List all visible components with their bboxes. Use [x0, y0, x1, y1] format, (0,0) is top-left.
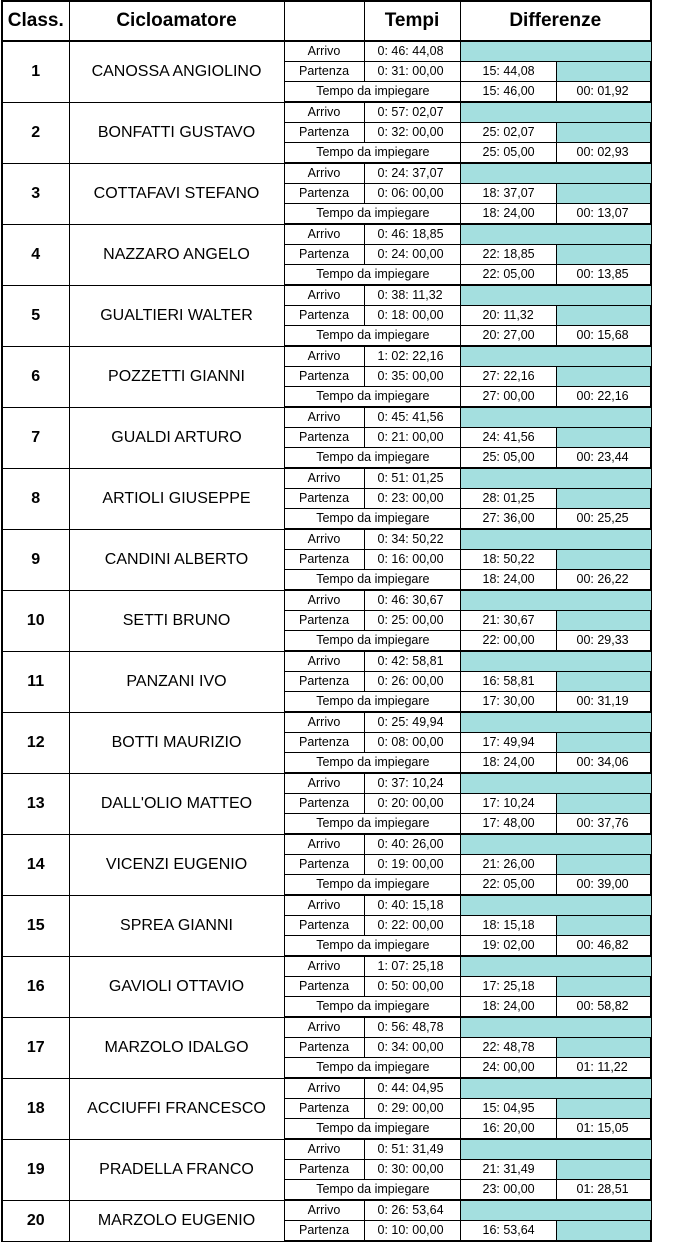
- classification-number: 8: [2, 468, 69, 529]
- highlight-cell: [460, 1017, 651, 1038]
- arrival-time: 0: 25: 49,94: [364, 712, 460, 733]
- highlight-cell: [460, 1139, 651, 1160]
- target-time: 15: 46,00: [460, 82, 556, 103]
- elapsed-time: 21: 31,49: [460, 1160, 556, 1180]
- time-difference: 00: 26,22: [556, 570, 651, 591]
- target-time: 18: 24,00: [460, 997, 556, 1018]
- rider-name: GAVIOLI OTTAVIO: [69, 956, 284, 1017]
- time-difference: 00: 15,68: [556, 326, 651, 347]
- time-to-use-label: Tempo da impiegare: [284, 1180, 460, 1201]
- departure-time: 0: 25: 00,00: [364, 611, 460, 631]
- highlight-cell: [460, 163, 651, 184]
- classification-number: 13: [2, 773, 69, 834]
- time-difference: 00: 37,76: [556, 814, 651, 835]
- header-rider: Cicloamatore: [69, 1, 284, 41]
- highlight-cell: [460, 834, 651, 855]
- classification-number: 1: [2, 41, 69, 102]
- time-to-use-label: Tempo da impiegare: [284, 936, 460, 957]
- departure-label: Partenza: [284, 916, 364, 936]
- classification-number: 17: [2, 1017, 69, 1078]
- target-time: 23: 00,00: [460, 1180, 556, 1201]
- rider-row-arrival: [2, 834, 651, 855]
- departure-time: 0: 34: 00,00: [364, 1038, 460, 1058]
- departure-time: 0: 20: 00,00: [364, 794, 460, 814]
- classification-number: 19: [2, 1139, 69, 1200]
- arrival-label: Arrivo: [284, 651, 364, 672]
- elapsed-time: 21: 26,00: [460, 855, 556, 875]
- departure-time: 0: 19: 00,00: [364, 855, 460, 875]
- arrival-time: 0: 38: 11,32: [364, 285, 460, 306]
- departure-label: Partenza: [284, 1160, 364, 1180]
- time-difference: 00: 22,16: [556, 387, 651, 408]
- highlight-cell: [556, 123, 651, 143]
- rider-row-arrival: [2, 895, 651, 916]
- rider-name: CANOSSA ANGIOLINO: [69, 41, 284, 102]
- departure-time: 0: 21: 00,00: [364, 428, 460, 448]
- highlight-cell: [460, 956, 651, 977]
- highlight-cell: [460, 529, 651, 550]
- time-difference: 00: 02,93: [556, 143, 651, 164]
- arrival-label: Arrivo: [284, 102, 364, 123]
- rider-row-arrival: [2, 773, 651, 794]
- arrival-label: Arrivo: [284, 407, 364, 428]
- highlight-cell: [460, 285, 651, 306]
- classification-number: 11: [2, 651, 69, 712]
- classification-number: 16: [2, 956, 69, 1017]
- arrival-time: 1: 02: 22,16: [364, 346, 460, 367]
- arrival-time: 1: 07: 25,18: [364, 956, 460, 977]
- departure-label: Partenza: [284, 1038, 364, 1058]
- highlight-cell: [556, 916, 651, 936]
- elapsed-time: 15: 04,95: [460, 1099, 556, 1119]
- classification-number: 10: [2, 590, 69, 651]
- highlight-cell: [460, 895, 651, 916]
- arrival-label: Arrivo: [284, 1200, 364, 1221]
- departure-label: Partenza: [284, 184, 364, 204]
- elapsed-time: 21: 30,67: [460, 611, 556, 631]
- classification-number: 9: [2, 529, 69, 590]
- departure-label: Partenza: [284, 62, 364, 82]
- time-to-use-label: Tempo da impiegare: [284, 570, 460, 591]
- highlight-cell: [556, 1038, 651, 1058]
- time-difference: 00: 46,82: [556, 936, 651, 957]
- classification-number: 15: [2, 895, 69, 956]
- departure-time: 0: 16: 00,00: [364, 550, 460, 570]
- highlight-cell: [460, 346, 651, 367]
- arrival-time: 0: 40: 26,00: [364, 834, 460, 855]
- time-to-use-label: Tempo da impiegare: [284, 387, 460, 408]
- rider-row-arrival: [2, 712, 651, 733]
- time-to-use-label: Tempo da impiegare: [284, 753, 460, 774]
- arrival-label: Arrivo: [284, 468, 364, 489]
- elapsed-time: 16: 58,81: [460, 672, 556, 692]
- target-time: 22: 00,00: [460, 631, 556, 652]
- departure-time: 0: 29: 00,00: [364, 1099, 460, 1119]
- target-time: 17: 48,00: [460, 814, 556, 835]
- departure-time: 0: 31: 00,00: [364, 62, 460, 82]
- results-table: [1, 0, 652, 1242]
- highlight-cell: [556, 611, 651, 631]
- departure-time: 0: 23: 00,00: [364, 489, 460, 509]
- highlight-cell: [460, 224, 651, 245]
- highlight-cell: [460, 651, 651, 672]
- departure-time: 0: 24: 00,00: [364, 245, 460, 265]
- highlight-cell: [556, 1221, 651, 1242]
- elapsed-time: 15: 44,08: [460, 62, 556, 82]
- highlight-cell: [556, 794, 651, 814]
- time-to-use-label: Tempo da impiegare: [284, 997, 460, 1018]
- time-to-use-label: Tempo da impiegare: [284, 448, 460, 469]
- rider-row-arrival: [2, 1139, 651, 1160]
- highlight-cell: [556, 489, 651, 509]
- highlight-cell: [460, 102, 651, 123]
- elapsed-time: 22: 48,78: [460, 1038, 556, 1058]
- time-difference: 00: 23,44: [556, 448, 651, 469]
- arrival-time: 0: 26: 53,64: [364, 1200, 460, 1221]
- header-differences: Differenze: [460, 1, 651, 41]
- time-to-use-label: Tempo da impiegare: [284, 1119, 460, 1140]
- rider-name: BONFATTI GUSTAVO: [69, 102, 284, 163]
- highlight-cell: [556, 62, 651, 82]
- rider-name: SPREA GIANNI: [69, 895, 284, 956]
- time-difference: 00: 58,82: [556, 997, 651, 1018]
- target-time: 24: 00,00: [460, 1058, 556, 1079]
- time-difference: 01: 28,51: [556, 1180, 651, 1201]
- rider-name: SETTI BRUNO: [69, 590, 284, 651]
- highlight-cell: [556, 367, 651, 387]
- classification-number: 5: [2, 285, 69, 346]
- departure-time: 0: 22: 00,00: [364, 916, 460, 936]
- rider-name: GUALDI ARTURO: [69, 407, 284, 468]
- rider-row-arrival: [2, 41, 651, 62]
- arrival-time: 0: 34: 50,22: [364, 529, 460, 550]
- arrival-time: 0: 46: 30,67: [364, 590, 460, 611]
- departure-time: 0: 30: 00,00: [364, 1160, 460, 1180]
- rider-row-arrival: [2, 529, 651, 550]
- highlight-cell: [556, 428, 651, 448]
- departure-label: Partenza: [284, 672, 364, 692]
- highlight-cell: [460, 468, 651, 489]
- departure-time: 0: 35: 00,00: [364, 367, 460, 387]
- header-times: Tempi: [364, 1, 460, 41]
- departure-time: 0: 18: 00,00: [364, 306, 460, 326]
- time-to-use-label: Tempo da impiegare: [284, 875, 460, 896]
- time-difference: 00: 13,07: [556, 204, 651, 225]
- departure-label: Partenza: [284, 123, 364, 143]
- highlight-cell: [460, 773, 651, 794]
- highlight-cell: [556, 550, 651, 570]
- arrival-time: 0: 44: 04,95: [364, 1078, 460, 1099]
- departure-label: Partenza: [284, 1099, 364, 1119]
- rider-row-arrival: [2, 102, 651, 123]
- rider-name: COTTAFAVI STEFANO: [69, 163, 284, 224]
- time-difference: 01: 15,05: [556, 1119, 651, 1140]
- arrival-time: 0: 46: 44,08: [364, 41, 460, 62]
- highlight-cell: [460, 712, 651, 733]
- departure-label: Partenza: [284, 1221, 364, 1242]
- rider-name: VICENZI EUGENIO: [69, 834, 284, 895]
- target-time: 18: 24,00: [460, 570, 556, 591]
- departure-label: Partenza: [284, 245, 364, 265]
- table-body: [2, 41, 651, 1241]
- arrival-time: 0: 24: 37,07: [364, 163, 460, 184]
- highlight-cell: [556, 184, 651, 204]
- departure-label: Partenza: [284, 428, 364, 448]
- rider-row-arrival: [2, 590, 651, 611]
- elapsed-time: 24: 41,56: [460, 428, 556, 448]
- arrival-label: Arrivo: [284, 285, 364, 306]
- classification-number: 12: [2, 712, 69, 773]
- highlight-cell: [460, 1200, 651, 1221]
- departure-time: 0: 06: 00,00: [364, 184, 460, 204]
- target-time: 18: 24,00: [460, 204, 556, 225]
- departure-time: 0: 08: 00,00: [364, 733, 460, 753]
- time-to-use-label: Tempo da impiegare: [284, 1058, 460, 1079]
- departure-time: 0: 32: 00,00: [364, 123, 460, 143]
- elapsed-time: 18: 37,07: [460, 184, 556, 204]
- rider-name: DALL'OLIO MATTEO: [69, 773, 284, 834]
- target-time: 22: 05,00: [460, 875, 556, 896]
- time-to-use-label: Tempo da impiegare: [284, 631, 460, 652]
- time-to-use-label: Tempo da impiegare: [284, 692, 460, 713]
- target-time: 27: 00,00: [460, 387, 556, 408]
- departure-label: Partenza: [284, 977, 364, 997]
- arrival-label: Arrivo: [284, 834, 364, 855]
- time-to-use-label: Tempo da impiegare: [284, 509, 460, 530]
- highlight-cell: [460, 1078, 651, 1099]
- classification-number: 4: [2, 224, 69, 285]
- rider-row-arrival: [2, 468, 651, 489]
- arrival-label: Arrivo: [284, 41, 364, 62]
- arrival-label: Arrivo: [284, 1078, 364, 1099]
- rider-row-arrival: [2, 1078, 651, 1099]
- target-time: 25: 05,00: [460, 143, 556, 164]
- rider-row-arrival: [2, 1200, 651, 1221]
- arrival-label: Arrivo: [284, 163, 364, 184]
- arrival-time: 0: 40: 15,18: [364, 895, 460, 916]
- rider-name: MARZOLO EUGENIO: [69, 1200, 284, 1241]
- rider-name: PANZANI IVO: [69, 651, 284, 712]
- elapsed-time: 22: 18,85: [460, 245, 556, 265]
- rider-row-arrival: [2, 407, 651, 428]
- time-difference: 00: 25,25: [556, 509, 651, 530]
- rider-name: NAZZARO ANGELO: [69, 224, 284, 285]
- arrival-time: 0: 45: 41,56: [364, 407, 460, 428]
- arrival-label: Arrivo: [284, 1139, 364, 1160]
- arrival-label: Arrivo: [284, 224, 364, 245]
- departure-time: 0: 50: 00,00: [364, 977, 460, 997]
- rider-name: PRADELLA FRANCO: [69, 1139, 284, 1200]
- arrival-time: 0: 46: 18,85: [364, 224, 460, 245]
- time-to-use-label: Tempo da impiegare: [284, 204, 460, 225]
- rider-row-arrival: [2, 651, 651, 672]
- arrival-label: Arrivo: [284, 773, 364, 794]
- time-to-use-label: Tempo da impiegare: [284, 326, 460, 347]
- target-time: 16: 20,00: [460, 1119, 556, 1140]
- arrival-time: 0: 42: 58,81: [364, 651, 460, 672]
- elapsed-time: 16: 53,64: [460, 1221, 556, 1242]
- highlight-cell: [556, 672, 651, 692]
- departure-time: 0: 10: 00,00: [364, 1221, 460, 1242]
- rider-name: POZZETTI GIANNI: [69, 346, 284, 407]
- departure-label: Partenza: [284, 855, 364, 875]
- classification-number: 20: [2, 1200, 69, 1241]
- time-difference: 00: 34,06: [556, 753, 651, 774]
- time-difference: 00: 13,85: [556, 265, 651, 286]
- time-to-use-label: Tempo da impiegare: [284, 143, 460, 164]
- highlight-cell: [460, 590, 651, 611]
- rider-row-arrival: [2, 163, 651, 184]
- arrival-label: Arrivo: [284, 529, 364, 550]
- rider-name: CANDINI ALBERTO: [69, 529, 284, 590]
- highlight-cell: [556, 977, 651, 997]
- classification-number: 2: [2, 102, 69, 163]
- time-difference: 00: 31,19: [556, 692, 651, 713]
- elapsed-time: 27: 22,16: [460, 367, 556, 387]
- departure-label: Partenza: [284, 794, 364, 814]
- highlight-cell: [556, 306, 651, 326]
- departure-label: Partenza: [284, 550, 364, 570]
- target-time: 18: 24,00: [460, 753, 556, 774]
- classification-number: 14: [2, 834, 69, 895]
- classification-number: 3: [2, 163, 69, 224]
- arrival-time: 0: 37: 10,24: [364, 773, 460, 794]
- departure-label: Partenza: [284, 306, 364, 326]
- time-difference: 00: 01,92: [556, 82, 651, 103]
- target-time: 22: 05,00: [460, 265, 556, 286]
- elapsed-time: 17: 10,24: [460, 794, 556, 814]
- highlight-cell: [556, 855, 651, 875]
- header-class: Class.: [2, 1, 69, 41]
- highlight-cell: [556, 733, 651, 753]
- target-time: 27: 36,00: [460, 509, 556, 530]
- arrival-time: 0: 51: 31,49: [364, 1139, 460, 1160]
- rider-name: ACCIUFFI FRANCESCO: [69, 1078, 284, 1139]
- rider-row-arrival: [2, 1017, 651, 1038]
- highlight-cell: [556, 1160, 651, 1180]
- elapsed-time: 17: 25,18: [460, 977, 556, 997]
- elapsed-time: 20: 11,32: [460, 306, 556, 326]
- table-header: [2, 1, 651, 41]
- elapsed-time: 25: 02,07: [460, 123, 556, 143]
- arrival-label: Arrivo: [284, 895, 364, 916]
- rider-name: BOTTI MAURIZIO: [69, 712, 284, 773]
- classification-number: 18: [2, 1078, 69, 1139]
- target-time: 19: 02,00: [460, 936, 556, 957]
- arrival-label: Arrivo: [284, 590, 364, 611]
- elapsed-time: 17: 49,94: [460, 733, 556, 753]
- target-time: 17: 30,00: [460, 692, 556, 713]
- highlight-cell: [556, 1099, 651, 1119]
- target-time: 20: 27,00: [460, 326, 556, 347]
- highlight-cell: [460, 407, 651, 428]
- arrival-label: Arrivo: [284, 1017, 364, 1038]
- rider-row-arrival: [2, 956, 651, 977]
- rider-row-arrival: [2, 285, 651, 306]
- rider-name: ARTIOLI GIUSEPPE: [69, 468, 284, 529]
- highlight-cell: [556, 245, 651, 265]
- arrival-time: 0: 56: 48,78: [364, 1017, 460, 1038]
- time-difference: 00: 39,00: [556, 875, 651, 896]
- arrival-label: Arrivo: [284, 712, 364, 733]
- rider-row-arrival: [2, 224, 651, 245]
- rider-row-arrival: [2, 346, 651, 367]
- elapsed-time: 28: 01,25: [460, 489, 556, 509]
- rider-name: MARZOLO IDALGO: [69, 1017, 284, 1078]
- arrival-time: 0: 57: 02,07: [364, 102, 460, 123]
- arrival-time: 0: 51: 01,25: [364, 468, 460, 489]
- departure-label: Partenza: [284, 611, 364, 631]
- departure-label: Partenza: [284, 733, 364, 753]
- elapsed-time: 18: 50,22: [460, 550, 556, 570]
- departure-time: 0: 26: 00,00: [364, 672, 460, 692]
- time-difference: 00: 29,33: [556, 631, 651, 652]
- time-to-use-label: Tempo da impiegare: [284, 814, 460, 835]
- elapsed-time: 18: 15,18: [460, 916, 556, 936]
- time-to-use-label: Tempo da impiegare: [284, 265, 460, 286]
- classification-number: 7: [2, 407, 69, 468]
- departure-label: Partenza: [284, 367, 364, 387]
- highlight-cell: [460, 41, 651, 62]
- arrival-label: Arrivo: [284, 956, 364, 977]
- header-blank: [284, 1, 364, 41]
- time-difference: 01: 11,22: [556, 1058, 651, 1079]
- target-time: 25: 05,00: [460, 448, 556, 469]
- time-to-use-label: Tempo da impiegare: [284, 82, 460, 103]
- classification-number: 6: [2, 346, 69, 407]
- rider-name: GUALTIERI WALTER: [69, 285, 284, 346]
- arrival-label: Arrivo: [284, 346, 364, 367]
- departure-label: Partenza: [284, 489, 364, 509]
